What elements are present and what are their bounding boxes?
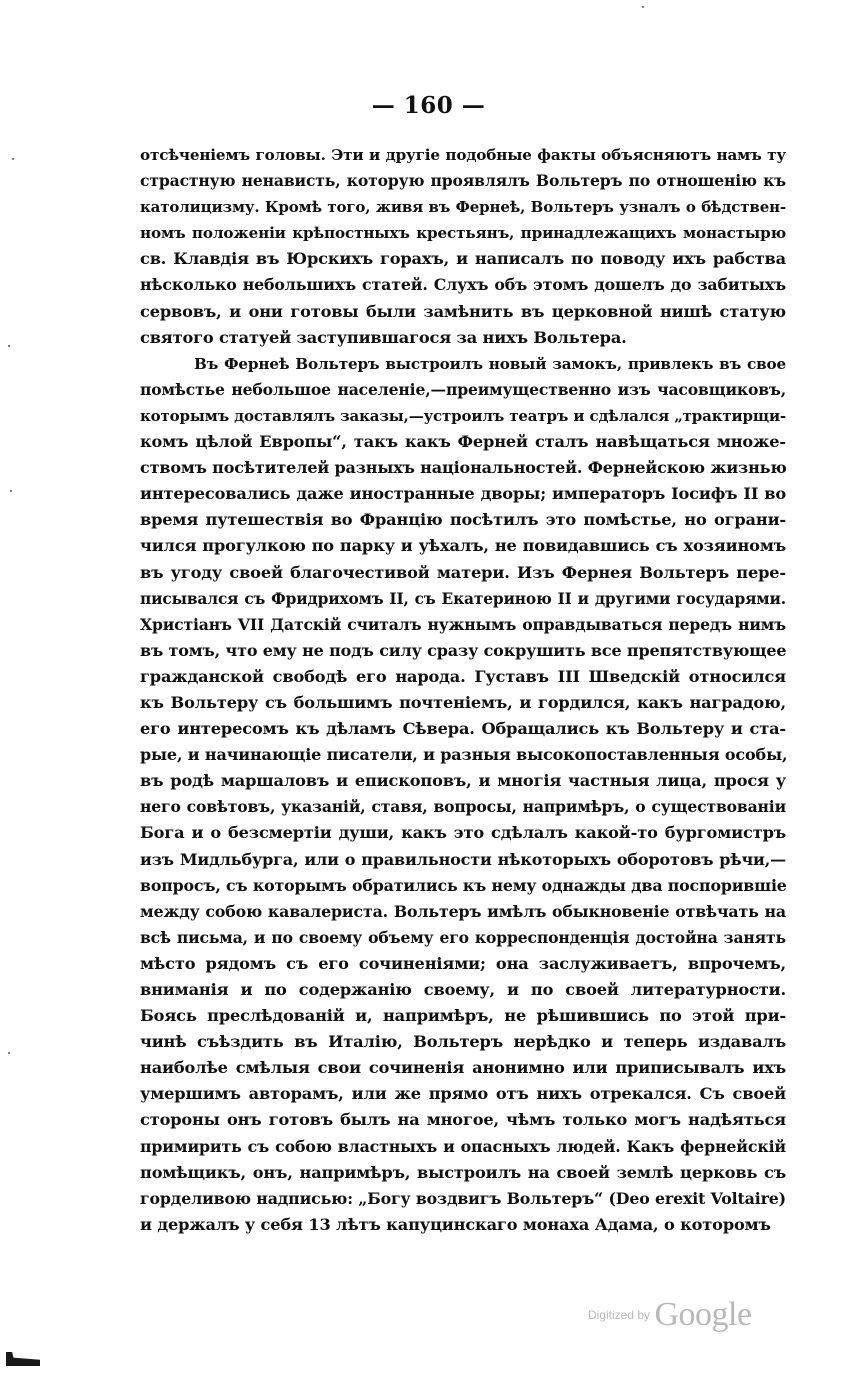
text-line: вниманія и по содержанію своему, и по своей литературности.	[140, 980, 786, 999]
scan-speck	[642, 6, 644, 8]
text-line: мѣсто рядомъ съ его сочиненіями; она заслуживаетъ, впрочемъ,	[140, 953, 786, 973]
paragraph	[140, 351, 786, 1238]
text-line: нѣсколько небольшихъ статей. Слухъ объ этомъ дошелъ до забитыхъ	[140, 275, 786, 295]
text-line: св. Клавдія въ Юрскихъ горахъ, и написалъ по поводу ихъ рабства	[140, 249, 786, 269]
text-line: отсѣченіемъ головы. Эти и другіе подобные факты объясняютъ намъ ту	[140, 146, 786, 164]
text-line: Христіанъ VII Датскій считалъ нужнымъ оправдываться передъ нимъ	[140, 614, 786, 634]
text-line: наиболѣе смѣлыя свои сочиненія анонимно или приписывалъ ихъ	[140, 1058, 786, 1078]
text-line: помѣстье небольшое населеніе,—преимущественно изъ часовщиковъ,	[140, 379, 786, 399]
text-line: всѣ письма, и по своему объему его корреспонденція достойна занять	[140, 927, 786, 947]
scan-speck	[8, 345, 10, 347]
text-line: интересовались даже иностранные дворы; императоръ Іосифъ II во	[140, 484, 786, 504]
text-line: номъ положеніи крѣпостныхъ крестьянъ, принадлежащихъ монастырю	[140, 224, 786, 243]
text-line: вопросъ, съ которымъ обратились къ нему однажды два поспорившіе	[140, 875, 787, 895]
text-line: Въ Фернеѣ Вольтеръ выстроилъ новый замокъ, привлекъ въ свое	[194, 354, 786, 373]
text-line: католицизму. Кромѣ того, живя въ Фернеѣ, Вольтеръ узналъ о бѣдствен-	[140, 198, 786, 217]
text-line: изъ Мидльбурга, или о правильности нѣкоторыхъ оборотовъ рѣчи,—	[140, 849, 786, 869]
text-line: помѣщикъ, онъ, напримѣръ, выстроилъ на своей землѣ церковь съ	[140, 1162, 786, 1182]
text-line: его интересомъ къ дѣламъ Сѣвера. Обращались къ Вольтеру и ста-	[140, 719, 786, 739]
watermark-prefix: Digitized by	[588, 1308, 651, 1322]
text-line: чинѣ съѣздить въ Италію, Вольтеръ нерѣдко и теперь издавалъ	[140, 1032, 786, 1052]
text-line: писывался съ Фридрихомъ II, съ Екатериною II и другими государями.	[140, 589, 786, 608]
scan-speck	[8, 1052, 10, 1054]
text-line: святого статуей заступившагося за нихъ Вольтера.	[140, 327, 627, 347]
text-line: ствомъ посѣтителей разныхъ національностей. Фернейскою жизнью	[140, 458, 787, 478]
text-line: въ угоду своей благочестивой матери. Изъ Фернея Вольтеръ пере-	[140, 562, 786, 582]
text-line: умершимъ авторамъ, или же прямо отъ нихъ отрекался. Съ своей	[140, 1084, 786, 1104]
text-line: въ томъ, что ему не подъ силу сразу сокрушить все препятствующее	[140, 640, 787, 660]
text-line: сервовъ, и они готовы были замѣнить въ церковной нишѣ статую	[140, 301, 786, 321]
text-line: и держалъ у себя 13 лѣтъ капуцинскаго монаха Адама, о которомъ	[140, 1214, 771, 1234]
text-line: къ Вольтеру съ большимъ почтеніемъ, и гордился, какъ наградою,	[140, 692, 786, 712]
text-line: страстную ненависть, которую проявлялъ Вольтеръ по отношенію къ	[140, 171, 786, 191]
scan-speck	[10, 490, 12, 492]
text-line: примирить съ собою властныхъ и опасныхъ людей. Какъ фернейскій	[140, 1136, 786, 1156]
text-line: Бога и о безсмертіи души, какъ это сдѣлалъ какой-то бургомистръ	[140, 823, 786, 843]
text-line: рые, и начинающіе писатели, и разныя высокопоставленныя особы,	[140, 745, 788, 765]
text-line: горделивою надписью: „Богу воздвигъ Вольтеръ“ (Deo erexit Voltaire)	[140, 1188, 786, 1208]
text-line: гражданской свободѣ его народа. Густавъ III Шведскій относился	[140, 666, 786, 686]
body-text	[140, 142, 786, 1238]
google-logo: Google	[654, 1296, 752, 1333]
scan-edge-mark	[6, 1352, 40, 1366]
text-line: чился прогулкою по парку и уѣхалъ, не повидавшись съ хозяиномъ	[140, 536, 786, 556]
page-number: — 160 —	[371, 92, 486, 119]
text-line: которымъ доставлялъ заказы,—устроилъ театръ и сдѣлался „трактирщи-	[140, 406, 786, 425]
text-line: между собою кавалериста. Вольтеръ имѣлъ обыкновеніе отвѣчать на	[140, 901, 786, 921]
text-line: Боясь преслѣдованій и, напримѣръ, не рѣшившись по этой при-	[140, 1006, 786, 1026]
text-line: время путешествія во Францію посѣтилъ это помѣстье, но ограни-	[140, 510, 786, 530]
text-line: комъ цѣлой Европы“, такъ какъ Ферней сталъ навѣщаться множе-	[140, 432, 786, 452]
digitized-by-google-watermark	[588, 1296, 752, 1334]
text-line: него совѣтовъ, указаній, ставя, вопросы, напримѣръ, о существованіи	[140, 797, 786, 817]
paragraph	[140, 142, 786, 351]
text-line: въ родѣ маршаловъ и епископовъ, и многія частныя лица, прося у	[140, 771, 786, 791]
scan-speck	[12, 158, 14, 160]
text-line: стороны онъ готовъ былъ на многое, чѣмъ только могъ надѣяться	[140, 1110, 786, 1130]
